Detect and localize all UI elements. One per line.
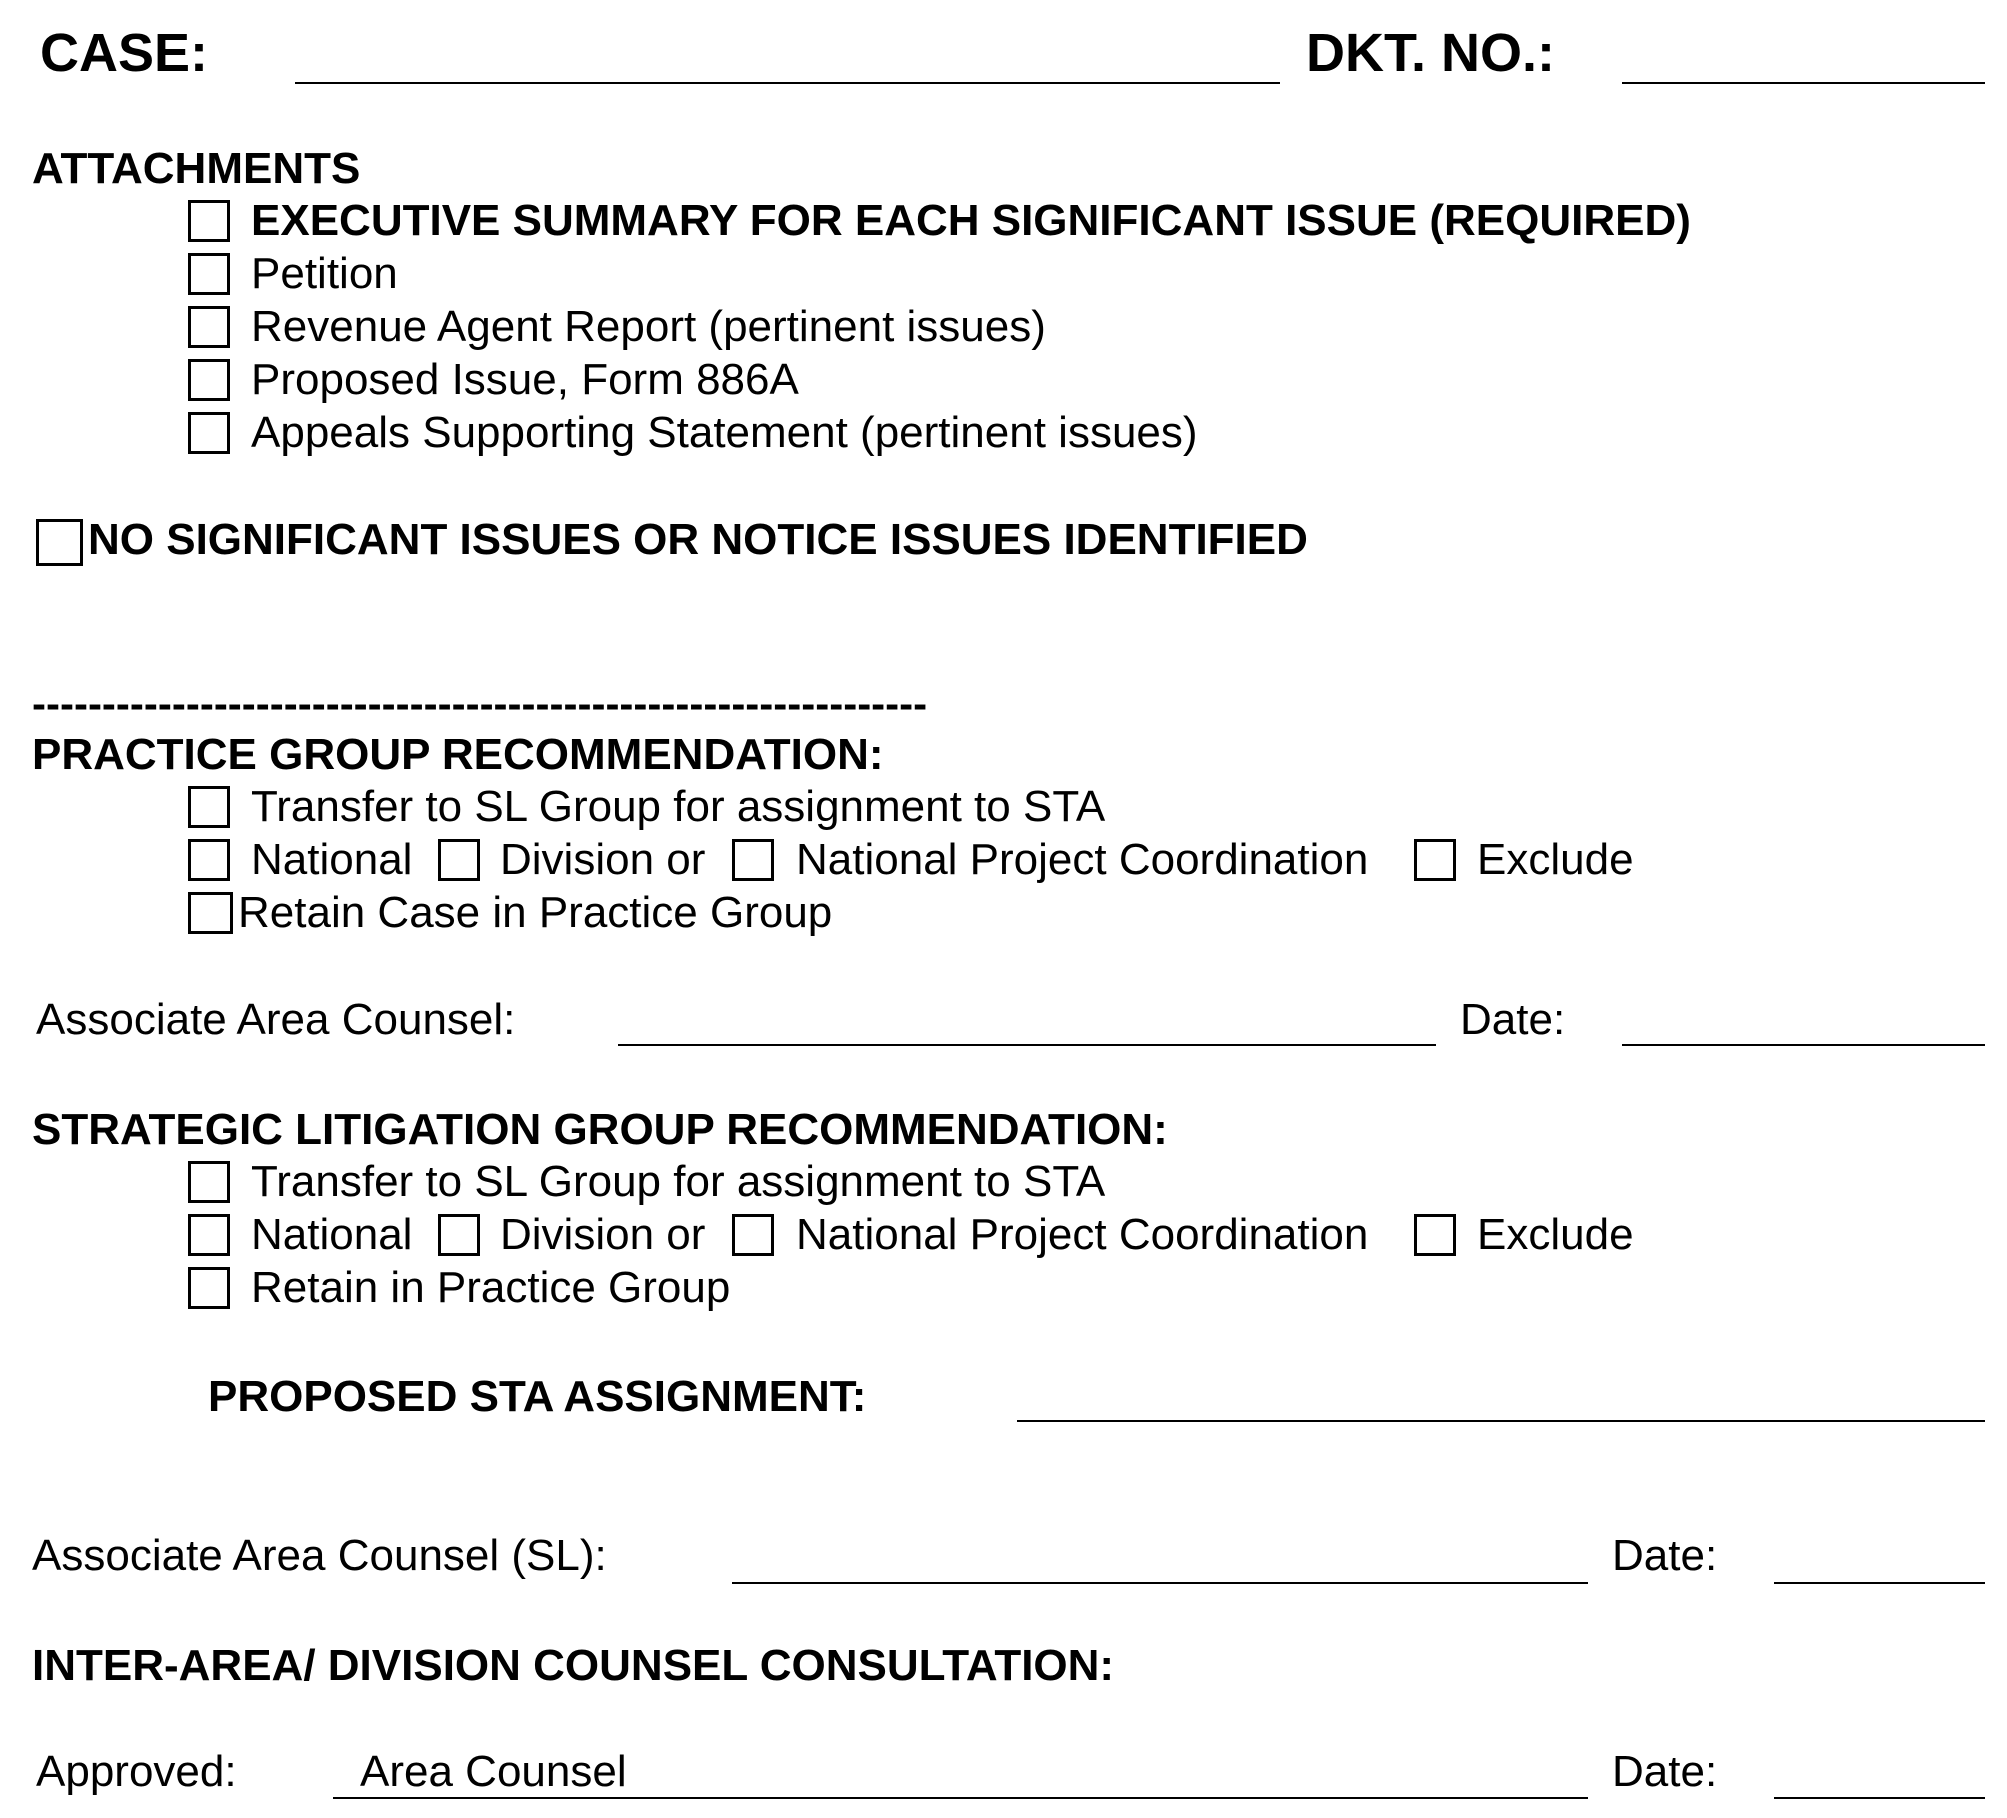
sl-exclude-label: Exclude bbox=[1477, 1210, 1634, 1259]
sl-division-label: Division or bbox=[500, 1210, 706, 1259]
pg-counsel-label: Associate Area Counsel: bbox=[36, 995, 516, 1044]
pg-date-field[interactable] bbox=[1622, 1044, 1985, 1046]
pg-transfer-label: Transfer to SL Group for assignment to STA bbox=[251, 782, 1106, 831]
sl-retain-label: Retain in Practice Group bbox=[251, 1263, 731, 1312]
sl-retain-checkbox[interactable] bbox=[188, 1267, 230, 1309]
approved-label: Approved: bbox=[36, 1747, 237, 1796]
sl-counsel-label: Associate Area Counsel (SL): bbox=[32, 1531, 607, 1580]
sl-group-heading: STRATEGIC LITIGATION GROUP RECOMMENDATION: bbox=[32, 1105, 1168, 1154]
sl-transfer-checkbox[interactable] bbox=[188, 1161, 230, 1203]
consultation-date-label: Date: bbox=[1612, 1747, 1718, 1796]
sl-national-label: National bbox=[251, 1210, 413, 1259]
sl-national-checkbox[interactable] bbox=[188, 1214, 230, 1256]
pg-national-label: National bbox=[251, 835, 413, 884]
sl-exclude-checkbox[interactable] bbox=[1414, 1214, 1456, 1256]
sta-assignment-field[interactable] bbox=[1017, 1420, 1985, 1422]
pg-division-checkbox[interactable] bbox=[438, 839, 480, 881]
revenue-agent-report-label: Revenue Agent Report (pertinent issues) bbox=[251, 302, 1046, 351]
sl-transfer-label: Transfer to SL Group for assignment to STA bbox=[251, 1157, 1106, 1206]
sl-date-field[interactable] bbox=[1774, 1582, 1985, 1584]
attachments-heading: ATTACHMENTS bbox=[32, 144, 361, 193]
pg-retain-checkbox[interactable] bbox=[188, 892, 233, 934]
practice-group-heading: PRACTICE GROUP RECOMMENDATION: bbox=[32, 730, 884, 779]
consultation-heading: INTER-AREA/ DIVISION COUNSEL CONSULTATION: bbox=[32, 1641, 1115, 1690]
appeals-statement-checkbox[interactable] bbox=[188, 412, 230, 454]
pg-division-label: Division or bbox=[500, 835, 706, 884]
sta-assignment-label: PROPOSED STA ASSIGNMENT: bbox=[208, 1372, 867, 1421]
pg-transfer-checkbox[interactable] bbox=[188, 786, 230, 828]
approved-value: Area Counsel bbox=[360, 1747, 627, 1796]
sl-division-checkbox[interactable] bbox=[438, 1214, 480, 1256]
approved-field[interactable] bbox=[333, 1797, 1588, 1799]
pg-national-checkbox[interactable] bbox=[188, 839, 230, 881]
docket-field[interactable] bbox=[1622, 82, 1985, 84]
pg-npc-checkbox[interactable] bbox=[732, 839, 774, 881]
executive-summary-checkbox[interactable] bbox=[188, 200, 230, 242]
pg-retain-label: Retain Case in Practice Group bbox=[238, 888, 833, 937]
sl-npc-label: National Project Coordination bbox=[796, 1210, 1369, 1259]
case-field[interactable] bbox=[295, 82, 1280, 84]
pg-date-label: Date: bbox=[1460, 995, 1566, 1044]
pg-exclude-checkbox[interactable] bbox=[1414, 839, 1456, 881]
appeals-statement-label: Appeals Supporting Statement (pertinent issues) bbox=[251, 408, 1198, 457]
executive-summary-label: EXECUTIVE SUMMARY FOR EACH SIGNIFICANT ISSUE (REQUIRED) bbox=[251, 196, 1691, 245]
pg-exclude-label: Exclude bbox=[1477, 835, 1634, 884]
petition-label: Petition bbox=[251, 249, 398, 298]
case-label: CASE: bbox=[40, 23, 209, 83]
pg-npc-label: National Project Coordination bbox=[796, 835, 1369, 884]
pg-counsel-field[interactable] bbox=[618, 1044, 1436, 1046]
proposed-issue-checkbox[interactable] bbox=[188, 359, 230, 401]
revenue-agent-report-checkbox[interactable] bbox=[188, 306, 230, 348]
no-issues-checkbox[interactable] bbox=[36, 519, 83, 566]
sl-date-label: Date: bbox=[1612, 1531, 1718, 1580]
no-issues-label: NO SIGNIFICANT ISSUES OR NOTICE ISSUES IDENTIFIED bbox=[88, 515, 1308, 564]
docket-label: DKT. NO.: bbox=[1306, 23, 1555, 83]
consultation-date-field[interactable] bbox=[1774, 1797, 1985, 1799]
petition-checkbox[interactable] bbox=[188, 253, 230, 295]
section-separator: ---------------------------------------------------------------- bbox=[32, 680, 928, 727]
sl-counsel-field[interactable] bbox=[732, 1582, 1588, 1584]
sl-npc-checkbox[interactable] bbox=[732, 1214, 774, 1256]
proposed-issue-label: Proposed Issue, Form 886A bbox=[251, 355, 799, 404]
